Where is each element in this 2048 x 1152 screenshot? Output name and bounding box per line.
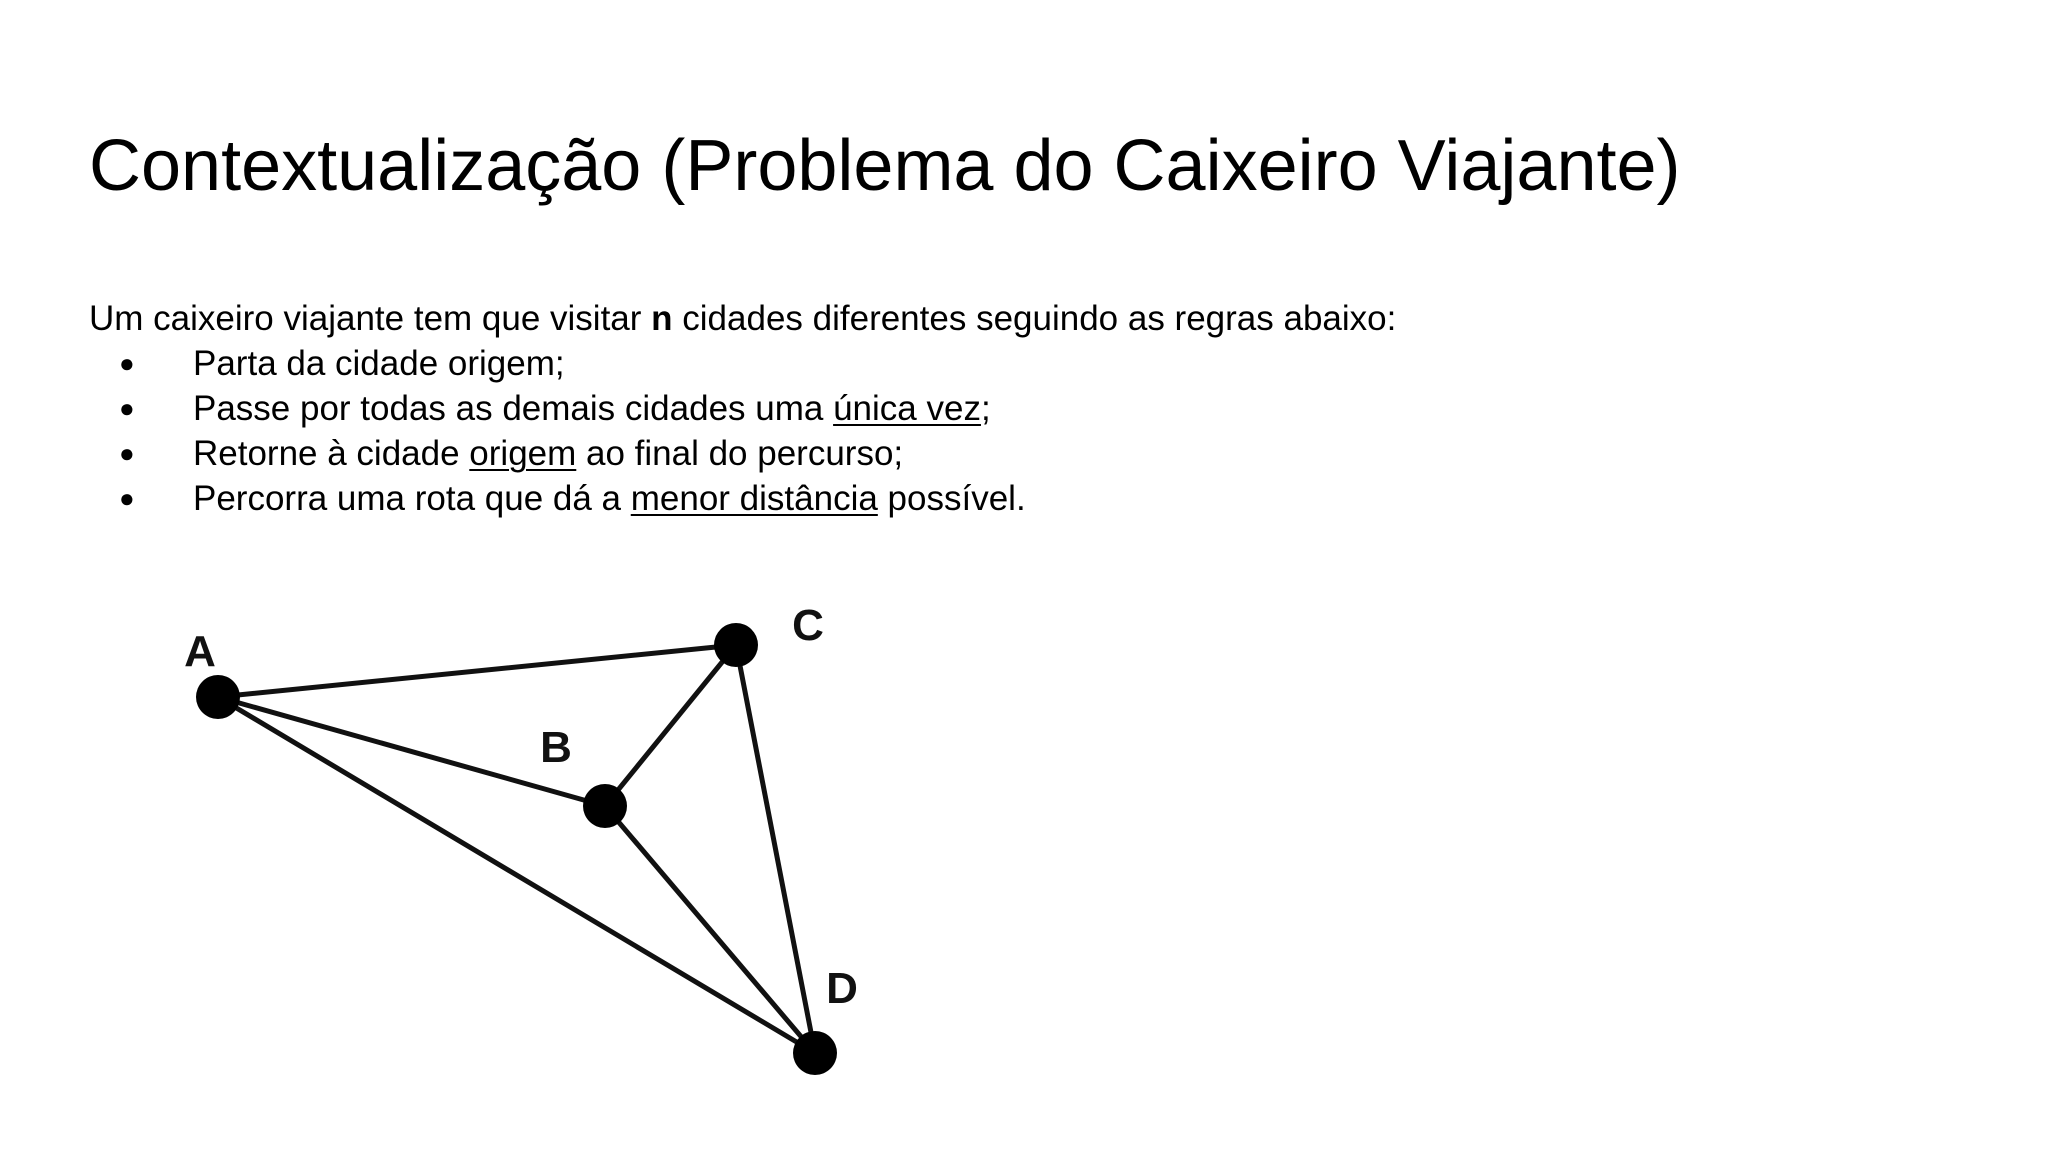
rule-text-after: ao final do percurso; — [576, 434, 904, 473]
labels-layer — [184, 601, 858, 1013]
edge-c-d — [736, 645, 815, 1053]
rule-text-after: ; — [980, 389, 991, 428]
intro-bold-n: n — [651, 299, 673, 338]
node-label-a: A — [184, 627, 216, 676]
bullet-icon: ● — [119, 348, 135, 378]
edge-a-d — [218, 697, 815, 1053]
node-d — [793, 1031, 837, 1075]
intro-after: cidades diferentes seguindo as regras abaixo: — [672, 299, 1397, 338]
rule-text: Percorra uma rota que dá a — [193, 479, 631, 518]
rule-text-after: possível. — [877, 479, 1026, 518]
node-label-b: B — [540, 723, 572, 772]
intro-before: Um caixeiro viajante tem que visitar — [89, 299, 652, 338]
rule-underlined: única vez — [833, 389, 981, 428]
node-c — [714, 623, 758, 667]
node-label-c: C — [792, 601, 824, 650]
bullet-icon: ● — [119, 393, 135, 423]
node-a — [196, 675, 240, 719]
rule-text: Parta da cidade origem; — [193, 344, 565, 383]
slide-title: Contextualização (Problema do Caixeiro Viajante) — [89, 126, 1681, 206]
rule-underlined: menor distância — [630, 479, 878, 518]
edge-b-c — [605, 645, 736, 806]
rule-text: Retorne à cidade — [193, 434, 470, 473]
bullet-icon: ● — [119, 438, 135, 468]
edges-layer — [218, 645, 815, 1053]
node-b — [583, 784, 627, 828]
node-label-d: D — [826, 964, 858, 1013]
rule-text: Passe por todas as demais cidades uma — [193, 389, 834, 428]
edge-b-d — [605, 806, 815, 1053]
edge-a-c — [218, 645, 736, 697]
bullet-icon: ● — [119, 483, 135, 513]
rule-underlined: origem — [469, 434, 577, 473]
